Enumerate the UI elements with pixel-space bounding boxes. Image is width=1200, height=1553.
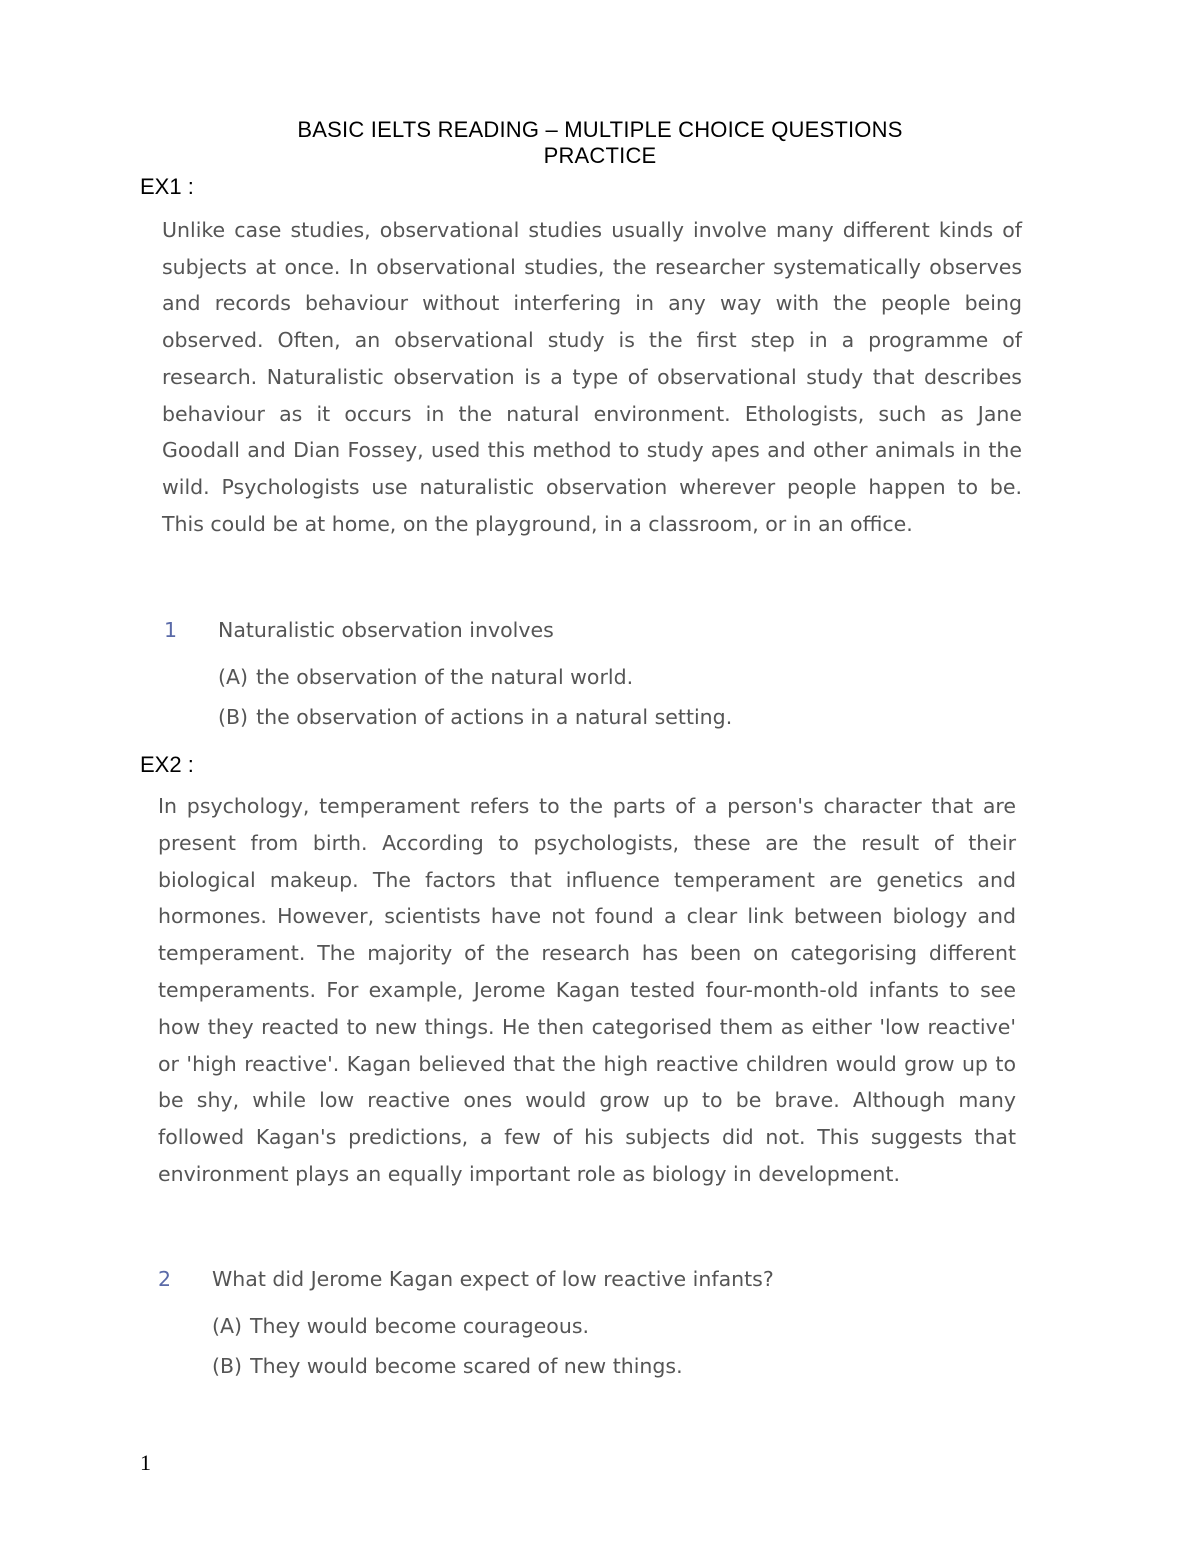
option-text: the observation of the natural world. (256, 665, 634, 689)
option-text: They would become courageous. (250, 1314, 590, 1338)
question-1-text: Naturalistic observation involves (218, 618, 554, 642)
exercise-2-passage: In psychology, temperament refers to the parts of a person's character that are present from birth. According to psychologists, these are the result of their biological makeup. The factors that influence temperament are genetics and hormones. However, scientists have not found a clear link between biology and temperament. The majority of the research has been on categorising different temperaments. For example, Jerome Kagan tested four-month-old infants to see how they reacted to new things. He then categorised them as either 'low reactive' or 'high reactive'. Kagan believed that the high reactive children would grow up to be shy, while low reactive ones would grow up to be brave. Although many followed Kagan's predictions, a few of his subjects did not. This suggests that environment plays an equally important role as biology in development. (158, 794, 1016, 1186)
question-2-number: 2 (158, 1267, 172, 1291)
question-1-option-b (218, 705, 732, 729)
page-number: 1 (140, 1450, 151, 1475)
question-2-text: What did Jerome Kagan expect of low reactive infants? (212, 1267, 774, 1291)
option-letter: (A) (218, 665, 249, 689)
question-2-option-b (212, 1354, 683, 1378)
exercise-1-passage: Unlike case studies, observational studies usually involve many different kinds of subjects at once. In observational studies, the researcher systematically observes and records behaviour without interfering in any way with the people being observed. Often, an observational study is the first step in a programme of research. Naturalistic observation is a type of observational study that describes behaviour as it occurs in the natural environment. Ethologists, such as Jane Goodall and Dian Fossey, used this method to study apes and other animals in the wild. Psychologists use naturalistic observation wherever people happen to be. This could be at home, on the playground, in a classroom, or in an office. (162, 218, 1022, 536)
option-letter: (B) (218, 705, 249, 729)
question-1-option-a (218, 665, 633, 689)
option-letter: (B) (212, 1354, 243, 1378)
exercise-2-label: EX2 : (140, 752, 194, 777)
question-1-number: 1 (164, 618, 178, 642)
option-text: They would become scared of new things. (250, 1354, 683, 1378)
option-text: the observation of actions in a natural setting. (256, 705, 733, 729)
document-title-line-1: BASIC IELTS READING – MULTIPLE CHOICE QUESTIONS (297, 117, 903, 142)
document-title-line-2: PRACTICE (543, 143, 657, 168)
option-letter: (A) (212, 1314, 243, 1338)
exercise-1-label: EX1 : (140, 174, 194, 199)
question-2-option-a (212, 1314, 589, 1338)
